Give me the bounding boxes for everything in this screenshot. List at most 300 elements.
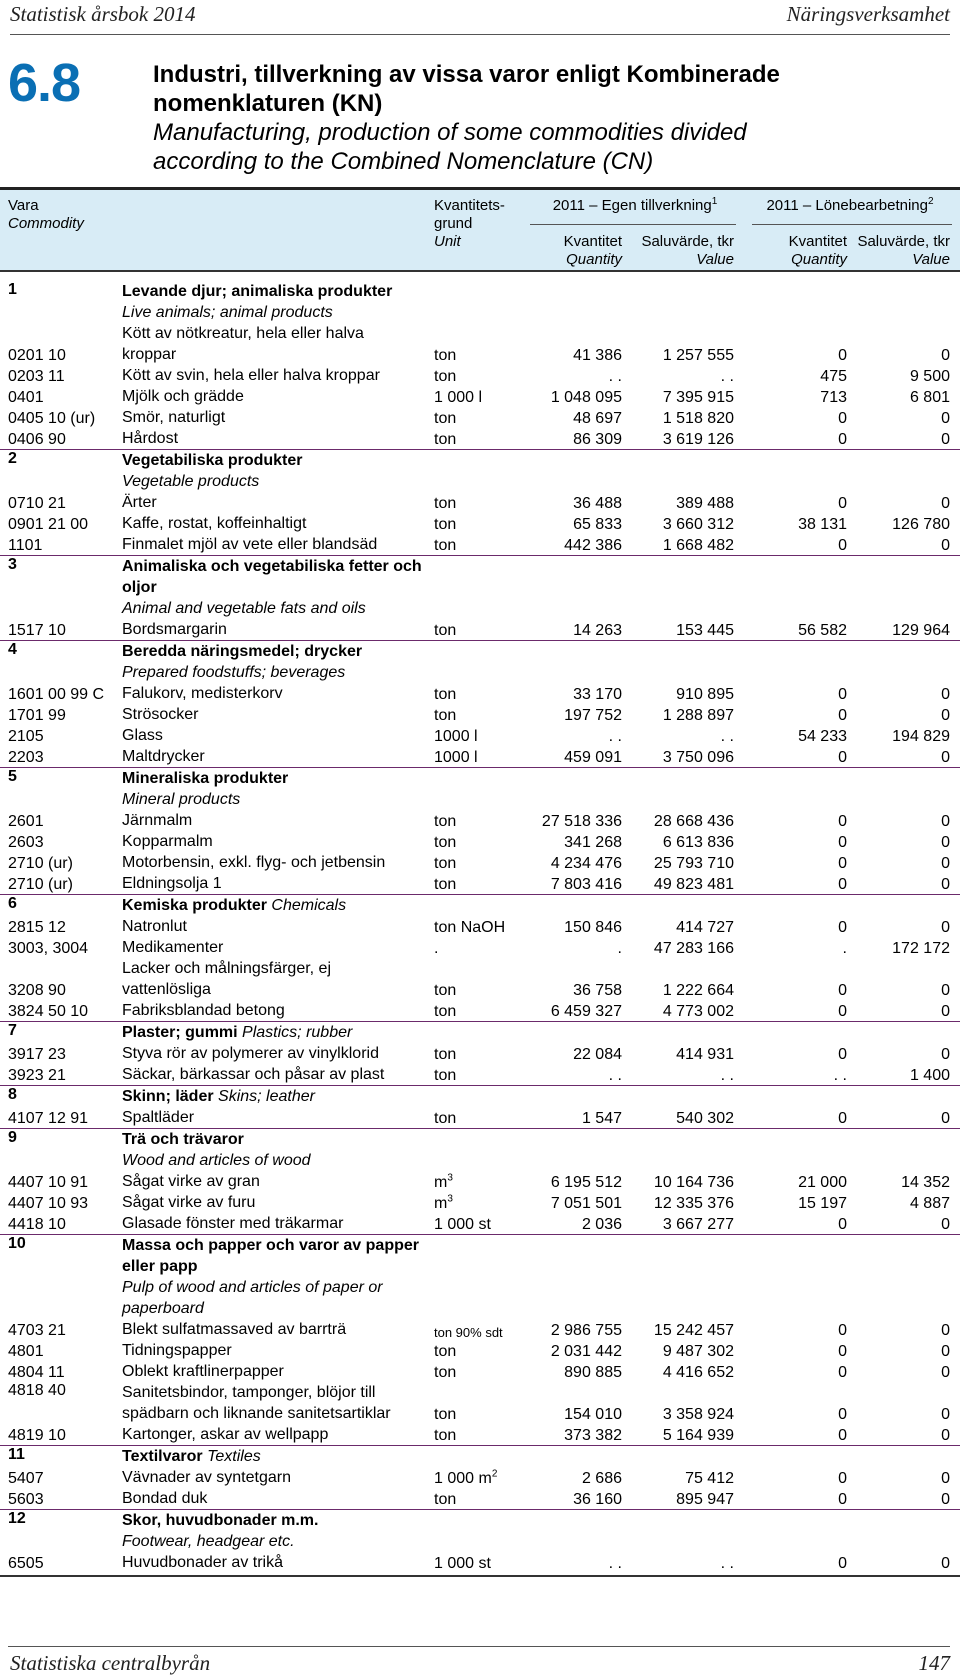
contract-quantity: 0 — [838, 686, 847, 703]
group-description — [122, 556, 422, 619]
table-row — [0, 1340, 960, 1361]
commodity-code: 4107 12 91 — [8, 1110, 89, 1127]
table-row — [0, 1043, 960, 1064]
table-row — [0, 831, 960, 852]
own-value: 6 613 836 — [662, 834, 734, 851]
own-quantity: 36 160 — [573, 1491, 622, 1508]
title-en-line1: Manufacturing, production of some commodities divided — [153, 119, 747, 146]
group-description — [122, 895, 422, 916]
commodity-description: Kopparmalm — [122, 833, 213, 850]
contract-value: 194 829 — [892, 728, 950, 745]
section-title: Näringsverksamhet — [786, 2, 950, 26]
table-row — [0, 1107, 960, 1129]
group1-label: 2011 – Egen tillverkning — [552, 197, 712, 214]
unit-label: m — [434, 1174, 448, 1191]
contract-quantity: 38 131 — [798, 516, 847, 533]
contract-value: 172 172 — [892, 940, 950, 957]
table-row — [0, 916, 960, 937]
contract-quantity: 0 — [838, 1003, 847, 1020]
header-unit-sv2: grund — [434, 215, 473, 232]
unit-label: ton — [434, 431, 457, 448]
own-value: 4 416 652 — [662, 1364, 734, 1381]
own-value: 1 222 664 — [662, 982, 734, 999]
own-quantity: 890 885 — [564, 1364, 622, 1381]
unit-label: ton — [434, 495, 457, 512]
contract-quantity: 0 — [838, 347, 847, 364]
own-value: . . — [720, 368, 734, 385]
unit-label: ton — [434, 1003, 457, 1020]
table-row — [0, 1361, 960, 1382]
unit-label: 1000 l — [434, 728, 478, 745]
commodity-code: 3923 21 — [8, 1067, 66, 1084]
group-name-en: Skins; leather — [218, 1088, 315, 1105]
unit-cell — [434, 1174, 453, 1192]
commodity-code: 0710 21 — [8, 495, 66, 512]
contract-value: 0 — [941, 1491, 950, 1508]
unit-cell — [434, 622, 456, 640]
table-row — [0, 407, 960, 428]
own-quantity: 442 386 — [564, 537, 622, 554]
group-name-sv: Skinn; läder — [122, 1088, 214, 1105]
contract-quantity: 0 — [838, 876, 847, 893]
header-tick — [424, 187, 432, 190]
commodity-code: 1701 99 — [8, 707, 66, 724]
commodity-description: Falukorv, medisterkorv — [122, 685, 283, 702]
own-value: 414 727 — [676, 919, 734, 936]
unit-cell — [434, 410, 456, 428]
commodity-description: Spaltläder — [122, 1109, 195, 1126]
table-row — [0, 365, 960, 386]
contract-value: 0 — [941, 1216, 950, 1233]
group-name-sv: Plaster; gummi — [122, 1024, 238, 1041]
group-name-sv: Mineraliska produkter — [122, 770, 289, 787]
own-value: 47 283 166 — [653, 940, 734, 957]
unit-label: 1 000 m — [434, 1470, 492, 1487]
own-value: 1 257 555 — [662, 347, 734, 364]
publisher: Statistiska centralbyrån — [10, 1651, 211, 1675]
contract-value: 1 400 — [909, 1067, 950, 1084]
commodity-description: Kartonger, askar av wellpapp — [122, 1426, 329, 1443]
contract-value: 0 — [941, 876, 950, 893]
group-description — [122, 450, 422, 492]
contract-value: 6 801 — [909, 389, 950, 406]
table-body — [0, 281, 960, 1573]
group-name-sv: Levande djur; animaliska produkter — [122, 283, 393, 300]
unit-cell — [434, 368, 456, 386]
group-name-en: Wood and articles of wood — [122, 1152, 311, 1169]
group-row — [0, 281, 960, 323]
table-row — [0, 1382, 960, 1424]
commodity-code: 4818 40 — [8, 1382, 66, 1399]
commodity-description: Sågat virke av furu — [122, 1194, 256, 1211]
contract-value: 126 780 — [892, 516, 950, 533]
commodity-description: Fabriksblandad betong — [122, 1002, 285, 1019]
unit-exponent: 3 — [447, 1172, 453, 1184]
group-row — [0, 450, 960, 492]
contract-quantity: 56 582 — [798, 622, 847, 639]
unit-cell — [434, 686, 456, 704]
contract-quantity: 0 — [838, 1110, 847, 1127]
contract-value: 0 — [941, 1110, 950, 1127]
contract-quantity: 0 — [838, 410, 847, 427]
own-value: 1 518 820 — [662, 410, 734, 427]
contract-value: 0 — [941, 813, 950, 830]
contract-quantity: 54 233 — [798, 728, 847, 745]
own-quantity: . . — [608, 1067, 622, 1084]
own-value: 910 895 — [676, 686, 734, 703]
group-name-sv: Textilvaror — [122, 1448, 203, 1465]
contract-quantity: 0 — [838, 1406, 847, 1423]
commodity-code: 4801 — [8, 1343, 44, 1360]
group-name-en: Animal and vegetable fats and oils — [122, 600, 366, 617]
group-row — [0, 556, 960, 619]
group2-rule — [752, 224, 952, 225]
title-sv-line2: nomenklaturen (KN) — [153, 90, 383, 117]
header-v2-en: Value — [912, 251, 950, 268]
group-code: 6 — [8, 895, 17, 912]
contract-quantity: 713 — [820, 389, 847, 406]
own-quantity: 33 170 — [573, 686, 622, 703]
own-value: 3 619 126 — [662, 431, 734, 448]
group-name-sv: Beredda näringsmedel; drycker — [122, 643, 363, 660]
commodity-code: 0401 — [8, 389, 44, 406]
commodity-code: 2603 — [8, 834, 44, 851]
commodity-code: 3003, 3004 — [8, 940, 89, 957]
unit-cell — [434, 1110, 456, 1128]
commodity-code: 5407 — [8, 1470, 44, 1487]
commodity-code: 2710 (ur) — [8, 855, 73, 872]
own-quantity: 150 846 — [564, 919, 622, 936]
group-code: 11 — [8, 1446, 25, 1463]
commodity-description: Huvudbonader av trikå — [122, 1554, 283, 1571]
header-v1-en: Value — [696, 251, 734, 268]
own-value: 49 823 481 — [653, 876, 734, 893]
unit-label: ton — [434, 1343, 457, 1360]
group-code: 7 — [8, 1022, 17, 1039]
unit-exponent: 2 — [491, 1468, 498, 1480]
contract-quantity: 21 000 — [798, 1174, 847, 1191]
commodity-code: 1601 00 99 C — [8, 686, 105, 703]
table-row — [0, 704, 960, 725]
contract-value: 14 352 — [901, 1174, 950, 1191]
table-row — [0, 852, 960, 873]
contract-quantity: 0 — [838, 982, 847, 999]
commodity-description: Ärter — [122, 494, 157, 511]
table-row — [0, 810, 960, 831]
unit-cell — [434, 813, 456, 831]
commodity-code: 0201 10 — [8, 347, 66, 364]
own-quantity: 65 833 — [573, 516, 622, 533]
own-quantity: 41 386 — [573, 347, 622, 364]
header-v1-sv: Saluvärde, tkr — [641, 233, 734, 250]
table-row — [0, 958, 960, 1000]
table-row — [0, 323, 960, 365]
own-value: 3 358 924 — [662, 1406, 734, 1423]
table-row — [0, 683, 960, 704]
commodity-description: Glasade fönster med träkarmar — [122, 1215, 344, 1232]
commodity-code: 4804 11 — [8, 1364, 65, 1381]
yearbook-title: Statistisk årsbok 2014 — [10, 2, 196, 26]
commodity-code: 0901 21 00 — [8, 516, 89, 533]
own-value: 3 750 096 — [662, 749, 734, 766]
table-row — [0, 1424, 960, 1446]
commodity-description: Smör, naturligt — [122, 409, 226, 426]
group-description — [122, 768, 422, 810]
unit-label: ton — [434, 516, 457, 533]
contract-quantity: 0 — [838, 1322, 847, 1339]
contract-value: 0 — [941, 1003, 950, 1020]
unit-cell — [434, 1555, 491, 1573]
own-quantity: 1 048 095 — [550, 389, 622, 406]
unit-cell — [434, 1046, 456, 1064]
unit-label: ton — [434, 1067, 457, 1084]
own-quantity: . . — [608, 1555, 622, 1572]
commodity-code: 3824 50 10 — [8, 1003, 89, 1020]
contract-value: 0 — [941, 707, 950, 724]
header-tick — [130, 187, 138, 190]
header-tick — [735, 187, 743, 190]
table-row — [0, 1467, 960, 1488]
contract-quantity: 15 197 — [798, 1195, 847, 1212]
own-quantity: 14 263 — [573, 622, 622, 639]
unit-label: ton — [434, 1364, 457, 1381]
unit-cell — [434, 1491, 456, 1509]
unit-cell — [434, 1195, 453, 1213]
group1-rule — [530, 224, 736, 225]
header-q1-sv: Kvantitet — [563, 233, 622, 250]
commodity-code: 4407 10 93 — [8, 1195, 89, 1212]
group2-label: 2011 – Lönebearbetning — [766, 197, 928, 214]
contract-quantity: 0 — [838, 1216, 847, 1233]
unit-cell — [434, 431, 456, 449]
group-name-en: Pulp of wood and articles of paper or paperboard — [122, 1279, 383, 1317]
group-code: 1 — [8, 281, 17, 298]
contract-quantity: 0 — [838, 1343, 847, 1360]
own-quantity: 6 195 512 — [550, 1174, 622, 1191]
unit-label: ton 90% sdt — [434, 1325, 503, 1340]
group-description — [122, 1510, 422, 1552]
commodity-code: 4819 10 — [8, 1427, 66, 1444]
unit-cell — [434, 389, 482, 407]
unit-label: ton — [434, 622, 457, 639]
contract-quantity: 0 — [838, 749, 847, 766]
unit-label: ton — [434, 1491, 457, 1508]
table-row — [0, 1064, 960, 1086]
table-header — [0, 187, 960, 272]
unit-cell — [434, 1067, 456, 1085]
own-value: 414 931 — [676, 1046, 734, 1063]
group-description — [122, 1446, 422, 1467]
commodity-code: 5603 — [8, 1491, 44, 1508]
unit-label: ton — [434, 1427, 457, 1444]
own-value: . . — [720, 1555, 734, 1572]
contract-value: 0 — [941, 1406, 950, 1423]
own-quantity: 1 547 — [581, 1110, 622, 1127]
table-row — [0, 386, 960, 407]
contract-value: 0 — [941, 749, 950, 766]
commodity-description: Oblekt kraftlinerpapper — [122, 1363, 284, 1380]
group-description — [122, 641, 422, 683]
unit-label: 1 000 st — [434, 1555, 491, 1572]
group-row — [0, 1129, 960, 1171]
commodity-description: Lacker och målningsfärger, ej vattenlösliga — [122, 960, 331, 998]
contract-value: 0 — [941, 1555, 950, 1572]
group-name-sv: Vegetabiliska produkter — [122, 452, 303, 469]
table-row — [0, 725, 960, 746]
own-quantity: 373 382 — [564, 1427, 622, 1444]
group-name-en: Mineral products — [122, 791, 241, 808]
commodity-code: 2203 — [8, 749, 44, 766]
contract-value: 129 964 — [892, 622, 950, 639]
table-number: 6.8 — [8, 53, 81, 113]
contract-value: 0 — [941, 1364, 950, 1381]
own-value: 28 668 436 — [653, 813, 734, 830]
group-name-en: Textiles — [207, 1448, 261, 1465]
table-row — [0, 513, 960, 534]
own-quantity: 27 518 336 — [541, 813, 622, 830]
own-quantity: 4 234 476 — [550, 855, 622, 872]
unit-label: m — [434, 1195, 448, 1212]
contract-value: 0 — [941, 1322, 950, 1339]
own-value: 12 335 376 — [653, 1195, 734, 1212]
commodity-description: Sanitetsbindor, tamponger, blöjor till spädbarn och liknande sanitetsartiklar — [122, 1384, 391, 1422]
commodity-description: Motorbensin, exkl. flyg- och jetbensin — [122, 854, 386, 871]
own-quantity: 22 084 — [573, 1046, 622, 1063]
unit-cell — [434, 1364, 456, 1382]
contract-quantity: 0 — [838, 1555, 847, 1572]
unit-label: ton NaOH — [434, 919, 506, 936]
unit-label: 1000 l — [434, 749, 478, 766]
unit-cell — [434, 495, 456, 513]
table-row — [0, 1000, 960, 1022]
own-quantity: . — [617, 940, 622, 957]
unit-label: ton — [434, 686, 457, 703]
table-row — [0, 873, 960, 895]
group-name-sv: Massa och papper och varor av papper eller papp — [122, 1237, 419, 1275]
unit-cell — [434, 1003, 456, 1021]
own-quantity: 36 758 — [573, 982, 622, 999]
table-row — [0, 534, 960, 556]
own-quantity: 2 686 — [581, 1470, 622, 1487]
header-commodity: Commodity — [8, 215, 84, 232]
unit-cell — [434, 749, 478, 767]
group-description — [122, 1086, 422, 1107]
contract-quantity: 0 — [838, 919, 847, 936]
commodity-description: Natronlut — [122, 918, 187, 935]
unit-cell — [434, 834, 456, 852]
group-code: 9 — [8, 1129, 17, 1146]
own-value: 9 487 302 — [662, 1343, 734, 1360]
table-row — [0, 428, 960, 450]
unit-label: ton — [434, 855, 457, 872]
commodity-description: Bondad duk — [122, 1490, 208, 1507]
own-quantity: 7 051 501 — [550, 1195, 622, 1212]
group-row — [0, 1235, 960, 1319]
commodity-code: 4418 10 — [8, 1216, 66, 1233]
group-description — [122, 1235, 422, 1319]
own-value: . . — [720, 728, 734, 745]
group-row — [0, 768, 960, 810]
own-value: 1 668 482 — [662, 537, 734, 554]
group-name-en: Footwear, headgear etc. — [122, 1533, 295, 1550]
contract-value: 0 — [941, 1343, 950, 1360]
header-unit-en: Unit — [434, 233, 461, 250]
contract-quantity: 0 — [838, 855, 847, 872]
commodity-code: 4407 10 91 — [8, 1174, 89, 1191]
group-code: 4 — [8, 641, 17, 658]
own-value: 75 412 — [685, 1470, 734, 1487]
group2-footnote: 2 — [927, 196, 934, 207]
title-sv-line1: Industri, tillverkning av vissa varor enligt Kombinerade — [153, 61, 780, 88]
header-group-own-production — [530, 196, 740, 215]
contract-value: 0 — [941, 919, 950, 936]
header-q2-sv: Kvantitet — [788, 233, 847, 250]
table-row — [0, 937, 960, 958]
contract-value: 0 — [941, 982, 950, 999]
own-value: 1 288 897 — [662, 707, 734, 724]
contract-quantity: 0 — [838, 495, 847, 512]
unit-cell — [434, 940, 438, 958]
own-quantity: 86 309 — [573, 431, 622, 448]
own-value: 3 667 277 — [662, 1216, 734, 1233]
own-value: 25 793 710 — [653, 855, 734, 872]
commodity-description: Kaffe, rostat, koffeinhaltigt — [122, 515, 307, 532]
running-header — [10, 0, 950, 35]
unit-label: ton — [434, 368, 457, 385]
group-code: 5 — [8, 768, 17, 785]
commodity-code: 2105 — [8, 728, 44, 745]
commodity-description: Blekt sulfatmassaved av barrträ — [122, 1321, 347, 1338]
group-name-en: Vegetable products — [122, 473, 260, 490]
unit-label: 1 000 l — [434, 389, 483, 406]
group-description — [122, 1129, 422, 1171]
contract-quantity: 0 — [838, 1046, 847, 1063]
own-quantity: 48 697 — [573, 410, 622, 427]
own-value: 5 164 939 — [662, 1427, 734, 1444]
own-quantity: 36 488 — [573, 495, 622, 512]
contract-quantity: 0 — [838, 537, 847, 554]
unit-cell — [434, 919, 505, 937]
commodity-code: 0405 10 (ur) — [8, 410, 96, 427]
group-name-sv: Skor, huvudbonader m.m. — [122, 1512, 319, 1529]
table-row — [0, 1552, 960, 1573]
commodity-code: 4703 21 — [8, 1322, 66, 1339]
unit-cell — [434, 1427, 456, 1445]
contract-quantity: 0 — [838, 1427, 847, 1444]
commodity-code: 2601 — [8, 813, 44, 830]
contract-value: 0 — [941, 834, 950, 851]
page-number: 147 — [918, 1651, 950, 1675]
unit-cell — [434, 707, 456, 725]
commodity-code: 3208 90 — [8, 982, 66, 999]
group-code: 3 — [8, 556, 17, 573]
commodity-description: Bordsmargarin — [122, 621, 227, 638]
commodity-code: 6505 — [8, 1555, 44, 1572]
unit-label: ton — [434, 707, 457, 724]
group-code: 2 — [8, 450, 17, 467]
table-row — [0, 619, 960, 641]
unit-cell — [434, 1343, 456, 1361]
group-name-sv: Animaliska och vegetabiliska fetter och oljor — [122, 558, 422, 596]
own-quantity: 2 031 442 — [550, 1343, 622, 1360]
group-name-sv: Trä och trävaror — [122, 1131, 244, 1148]
own-value: 4 773 002 — [662, 1003, 734, 1020]
commodity-description: Strösocker — [122, 706, 199, 723]
commodity-description: Järnmalm — [122, 812, 193, 829]
contract-value: 0 — [941, 537, 950, 554]
commodity-code: 3917 23 — [8, 1046, 66, 1063]
group-name-sv: Kemiska produkter — [122, 897, 267, 914]
